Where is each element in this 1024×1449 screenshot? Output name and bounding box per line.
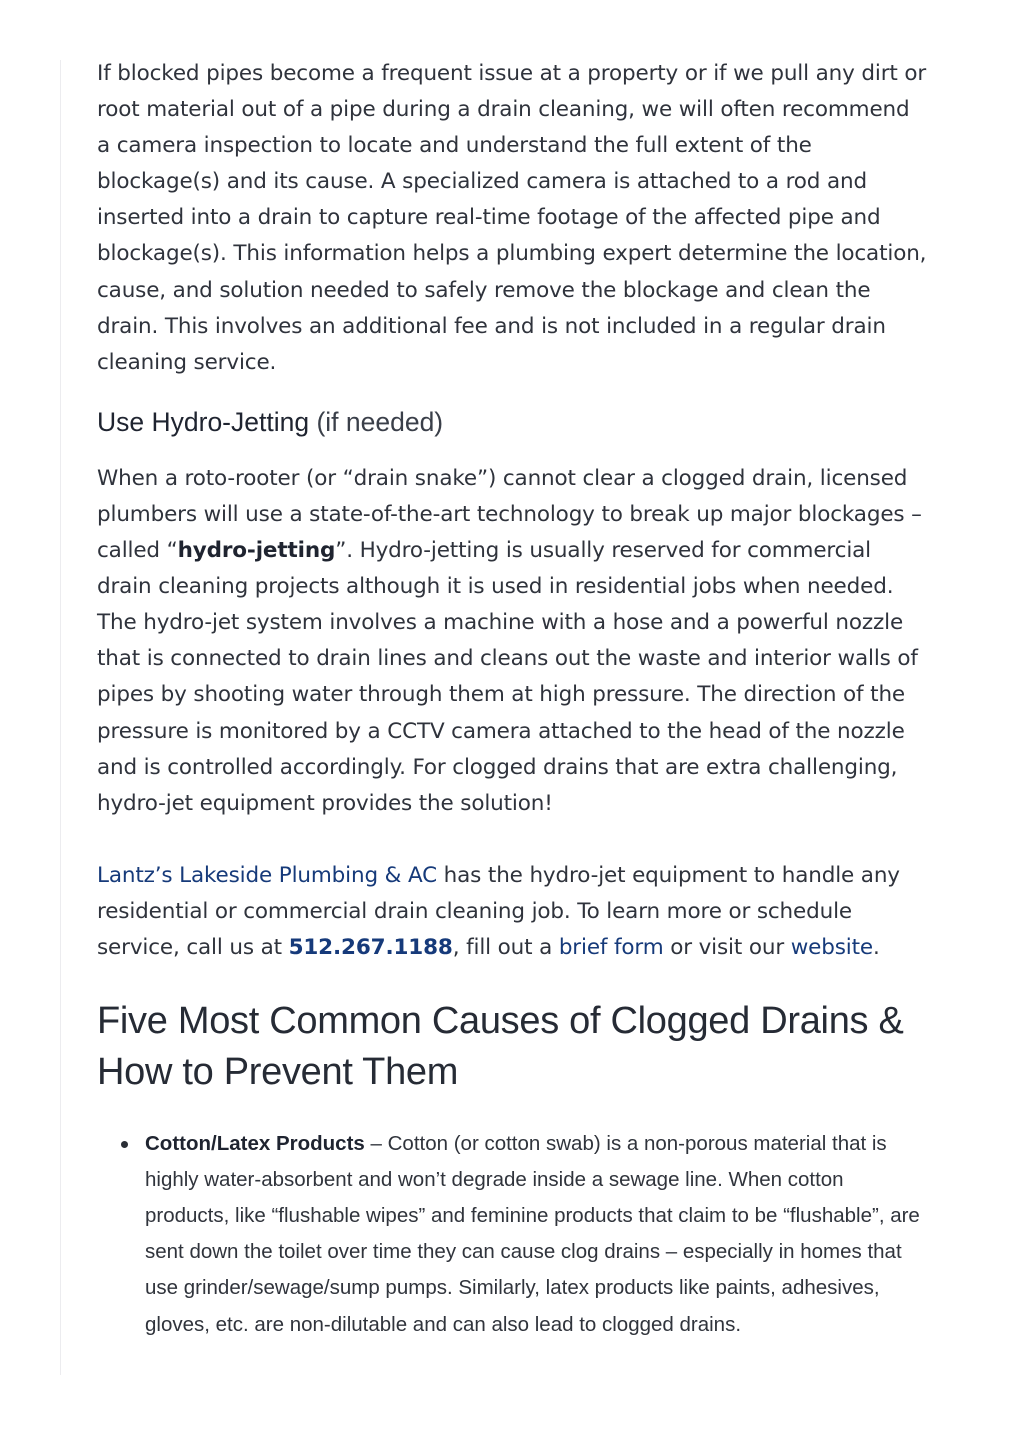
hydro-jetting-text-after: ”. Hydro-jetting is usually reserved for commercial drain cleaning projects although it is used in residential jobs when needed. The hydro-jet system involves a machine with a hose and a powerful nozzle that is connected to drain lines and cleans out the waste and interior walls of pipes by shooting water through them at high pressure. The direction of the pressure is monitored by a CCTV camera attached to the head of the nozzle and is controlled accordingly. For clogged drains that are extra challenging, hydro-jet equipment provides the solution! (97, 538, 918, 816)
cta-text-1: has the hydro-jet equipment to handle any residential or commercial drain cleaning job. To learn more or schedule service, call us at (97, 862, 900, 960)
causes-list (97, 1126, 927, 1343)
page-margin-rule (60, 60, 61, 1375)
list-item (145, 1126, 927, 1343)
company-link[interactable]: Lantz’s Lakeside Plumbing & AC (97, 862, 437, 888)
cta-text-2: , fill out a (452, 934, 559, 960)
cause-description: – Cotton (or cotton swab) is a non-porous material that is highly water-absorbent and won’t degrade inside a sewage line. When cotton products, like “flushable wipes” and feminine products that claim to be “flushable”, are sent down the toilet over time they can cause clog drains – especially in homes that use grinder/sewage/sump pumps. Similarly, latex products like paints, adhesives, gloves, etc. are non-dilutable and can also lead to clogged drains. (145, 1132, 920, 1336)
hydro-jetting-paragraph (97, 461, 927, 822)
cta-text-4: . (872, 934, 880, 960)
article-content (97, 56, 927, 1343)
hydro-jetting-text-before: When a roto-rooter (or “drain snake”) cannot clear a clogged drain, licensed plumbers will use a state-of-the-art technology to break up major blockages – called “ (97, 465, 922, 564)
hydro-jetting-term: hydro-jetting (177, 538, 336, 564)
phone-link[interactable]: 512.267.1188 (288, 934, 453, 960)
hydro-jetting-heading-note: (if needed) (309, 406, 444, 437)
brief-form-link[interactable]: brief form (558, 934, 664, 960)
website-link[interactable]: website (790, 934, 873, 960)
hydro-jetting-heading (97, 402, 927, 442)
camera-inspection-paragraph: If blocked pipes become a frequent issue at a property or if we pull any dirt or root material out of a pipe during a drain cleaning, we will often recommend a camera inspection to locate and understand the full extent of the blockage(s) and its cause. A specialized camera is attached to a rod and inserted into a drain to capture real-time footage of the affected pipe and blockage(s). This information helps a plumbing expert determine the location, cause, and solution needed to safely remove the blockage and clean the drain. This involves an additional fee and is not included in a regular drain cleaning service. (97, 61, 927, 375)
cause-term: Cotton/Latex Products (145, 1132, 365, 1156)
cta-text-3: or visit our (663, 934, 791, 960)
call-to-action-paragraph (97, 858, 927, 966)
causes-heading: Five Most Common Causes of Clogged Drains & How to Prevent Them (97, 1000, 904, 1094)
hydro-jetting-heading-main: Use Hydro-Jetting (97, 406, 310, 437)
bullet-dot-icon (121, 1141, 128, 1148)
